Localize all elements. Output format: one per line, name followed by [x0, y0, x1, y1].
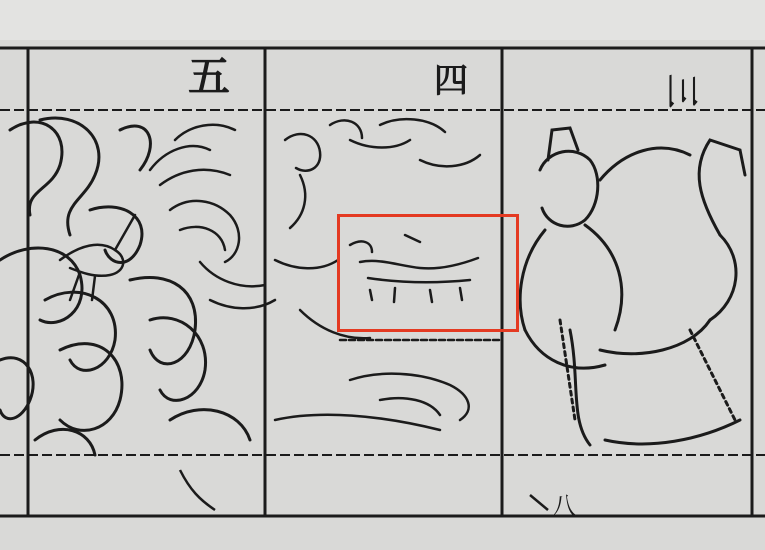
panel-label-four: 四: [434, 61, 468, 101]
panel-label-eight: 八: [552, 492, 576, 520]
paper-top-margin: [0, 0, 765, 40]
panel-label-three: 三: [661, 74, 701, 108]
red-highlight-box: [337, 214, 519, 332]
panel-label-five: 五: [188, 52, 231, 101]
